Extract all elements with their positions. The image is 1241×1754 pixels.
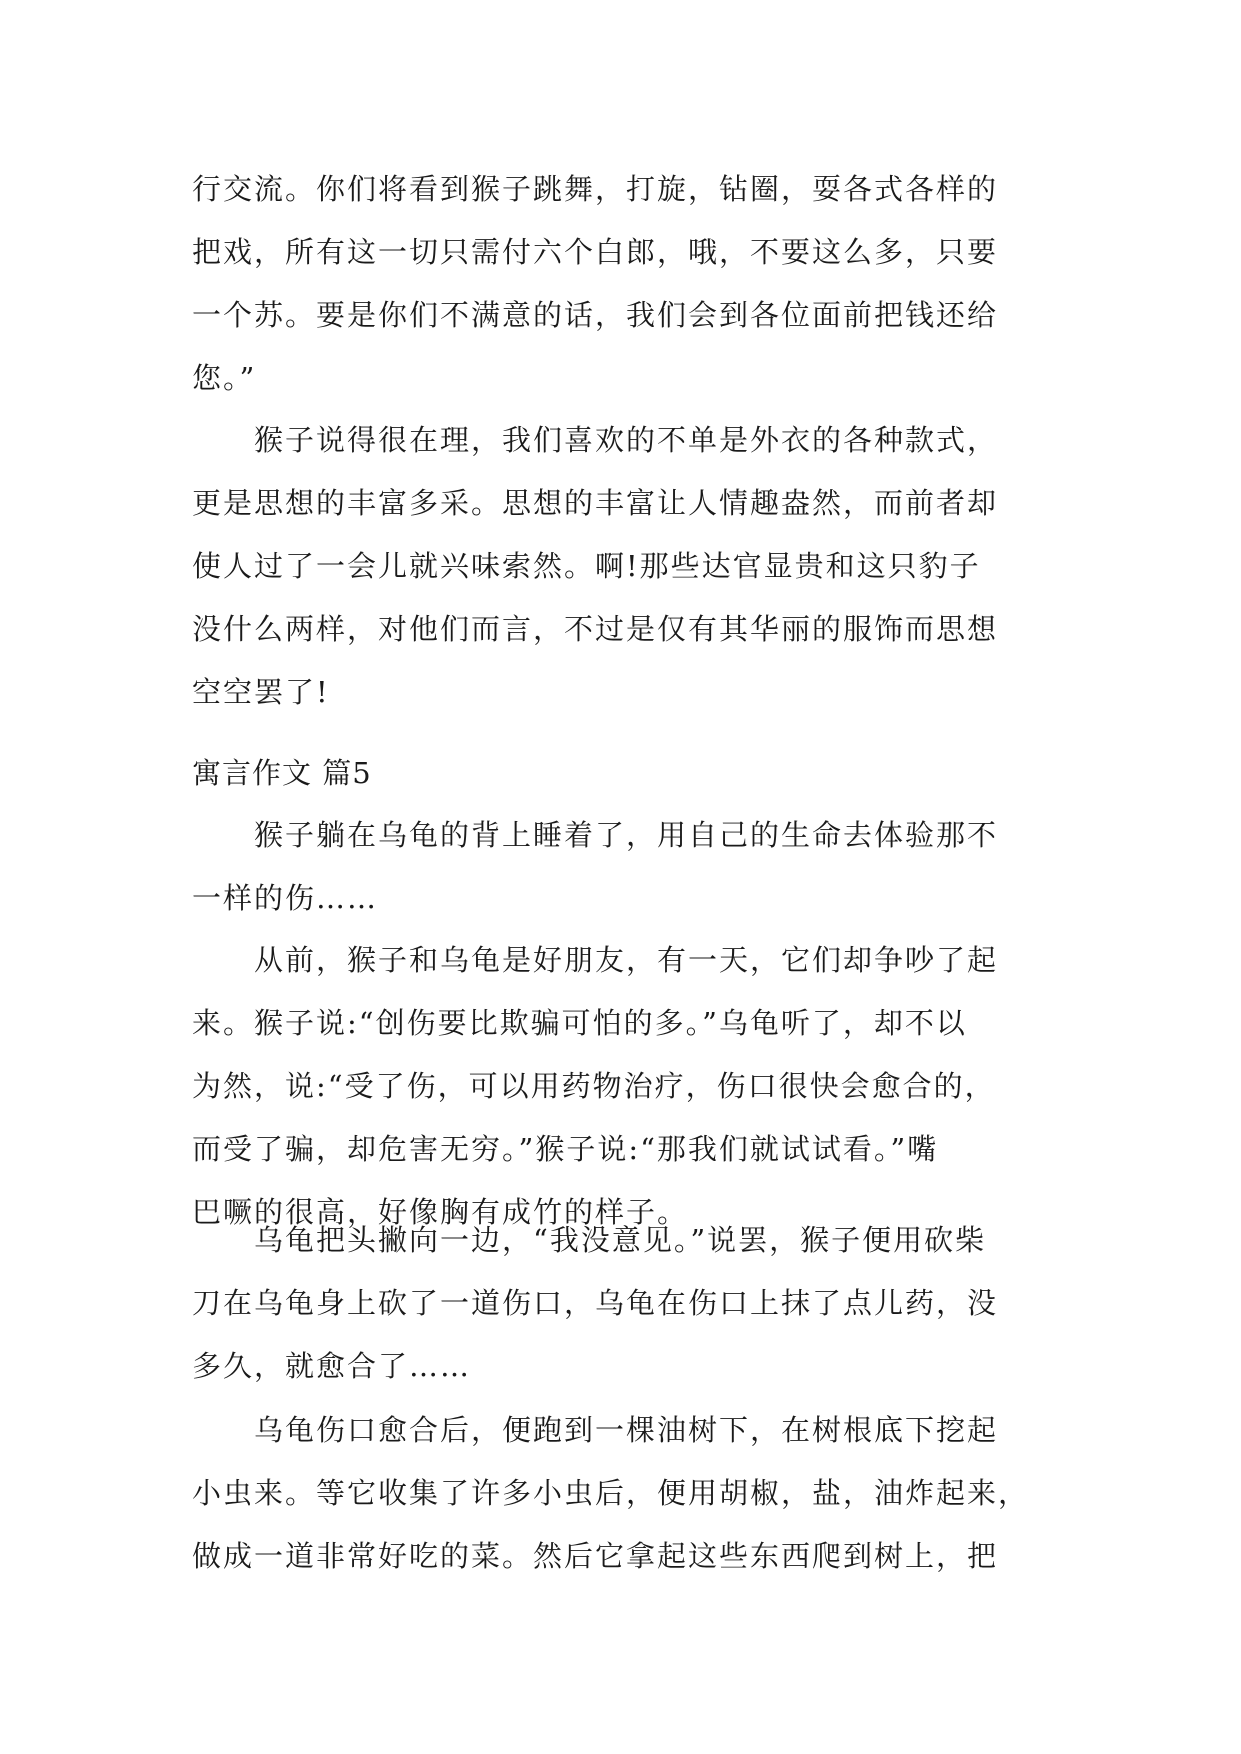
paragraph-3: 猴子躺在乌龟的背上睡着了，用自己的生命去体验那不 一样的伤…… (192, 818, 999, 915)
paragraph-4: 从前，猴子和乌龟是好朋友，有一天，它们却争吵了起 来。猴子说:“创伤要比欺骗可怕的多。”乌龟听了，却不以 为然，说:“受了伤，可以用药物治疗，伤口很快会愈合的， 而受了骗，却危害无穷。”猴子说:“那我们就试试看。”嘴 巴噘的很高，好像胸有成竹的样子。 (192, 943, 999, 1229)
section-heading: 寓言作文 篇5 (192, 756, 372, 790)
paragraph-6: 乌龟伤口愈合后，便跑到一棵油树下，在树根底下挖起 小虫来。等它收集了许多小虫后，便用胡椒，盐，油炸起来， 做成一道非常好吃的菜。然后它拿起这些东西爬到树上，把 (192, 1413, 1030, 1573)
paragraph-1: 行交流。你们将看到猴子跳舞，打旋，钻圈，耍各式各样的 把戏，所有这一切只需付六个白郎，哦，不要这么多，只要 一个苏。要是你们不满意的话，我们会到各位面前把钱还给 您。” (192, 172, 999, 395)
paragraph-5: 乌龟把头撇向一边，“我没意见。”说罢，猴子便用砍柴 刀在乌龟身上砍了一道伤口，乌龟在伤口上抹了点儿药，没 多久，就愈合了…… (192, 1223, 999, 1383)
paragraph-2: 猴子说得很在理，我们喜欢的不单是外衣的各种款式， 更是思想的丰富多采。思想的丰富让人情趣盎然，而前者却 使人过了一会儿就兴味索然。啊!那些达官显贵和这只豹子 没什么两样，对他们而言，不过是仅有其华丽的服饰而思想 空空罢了! (192, 423, 999, 709)
